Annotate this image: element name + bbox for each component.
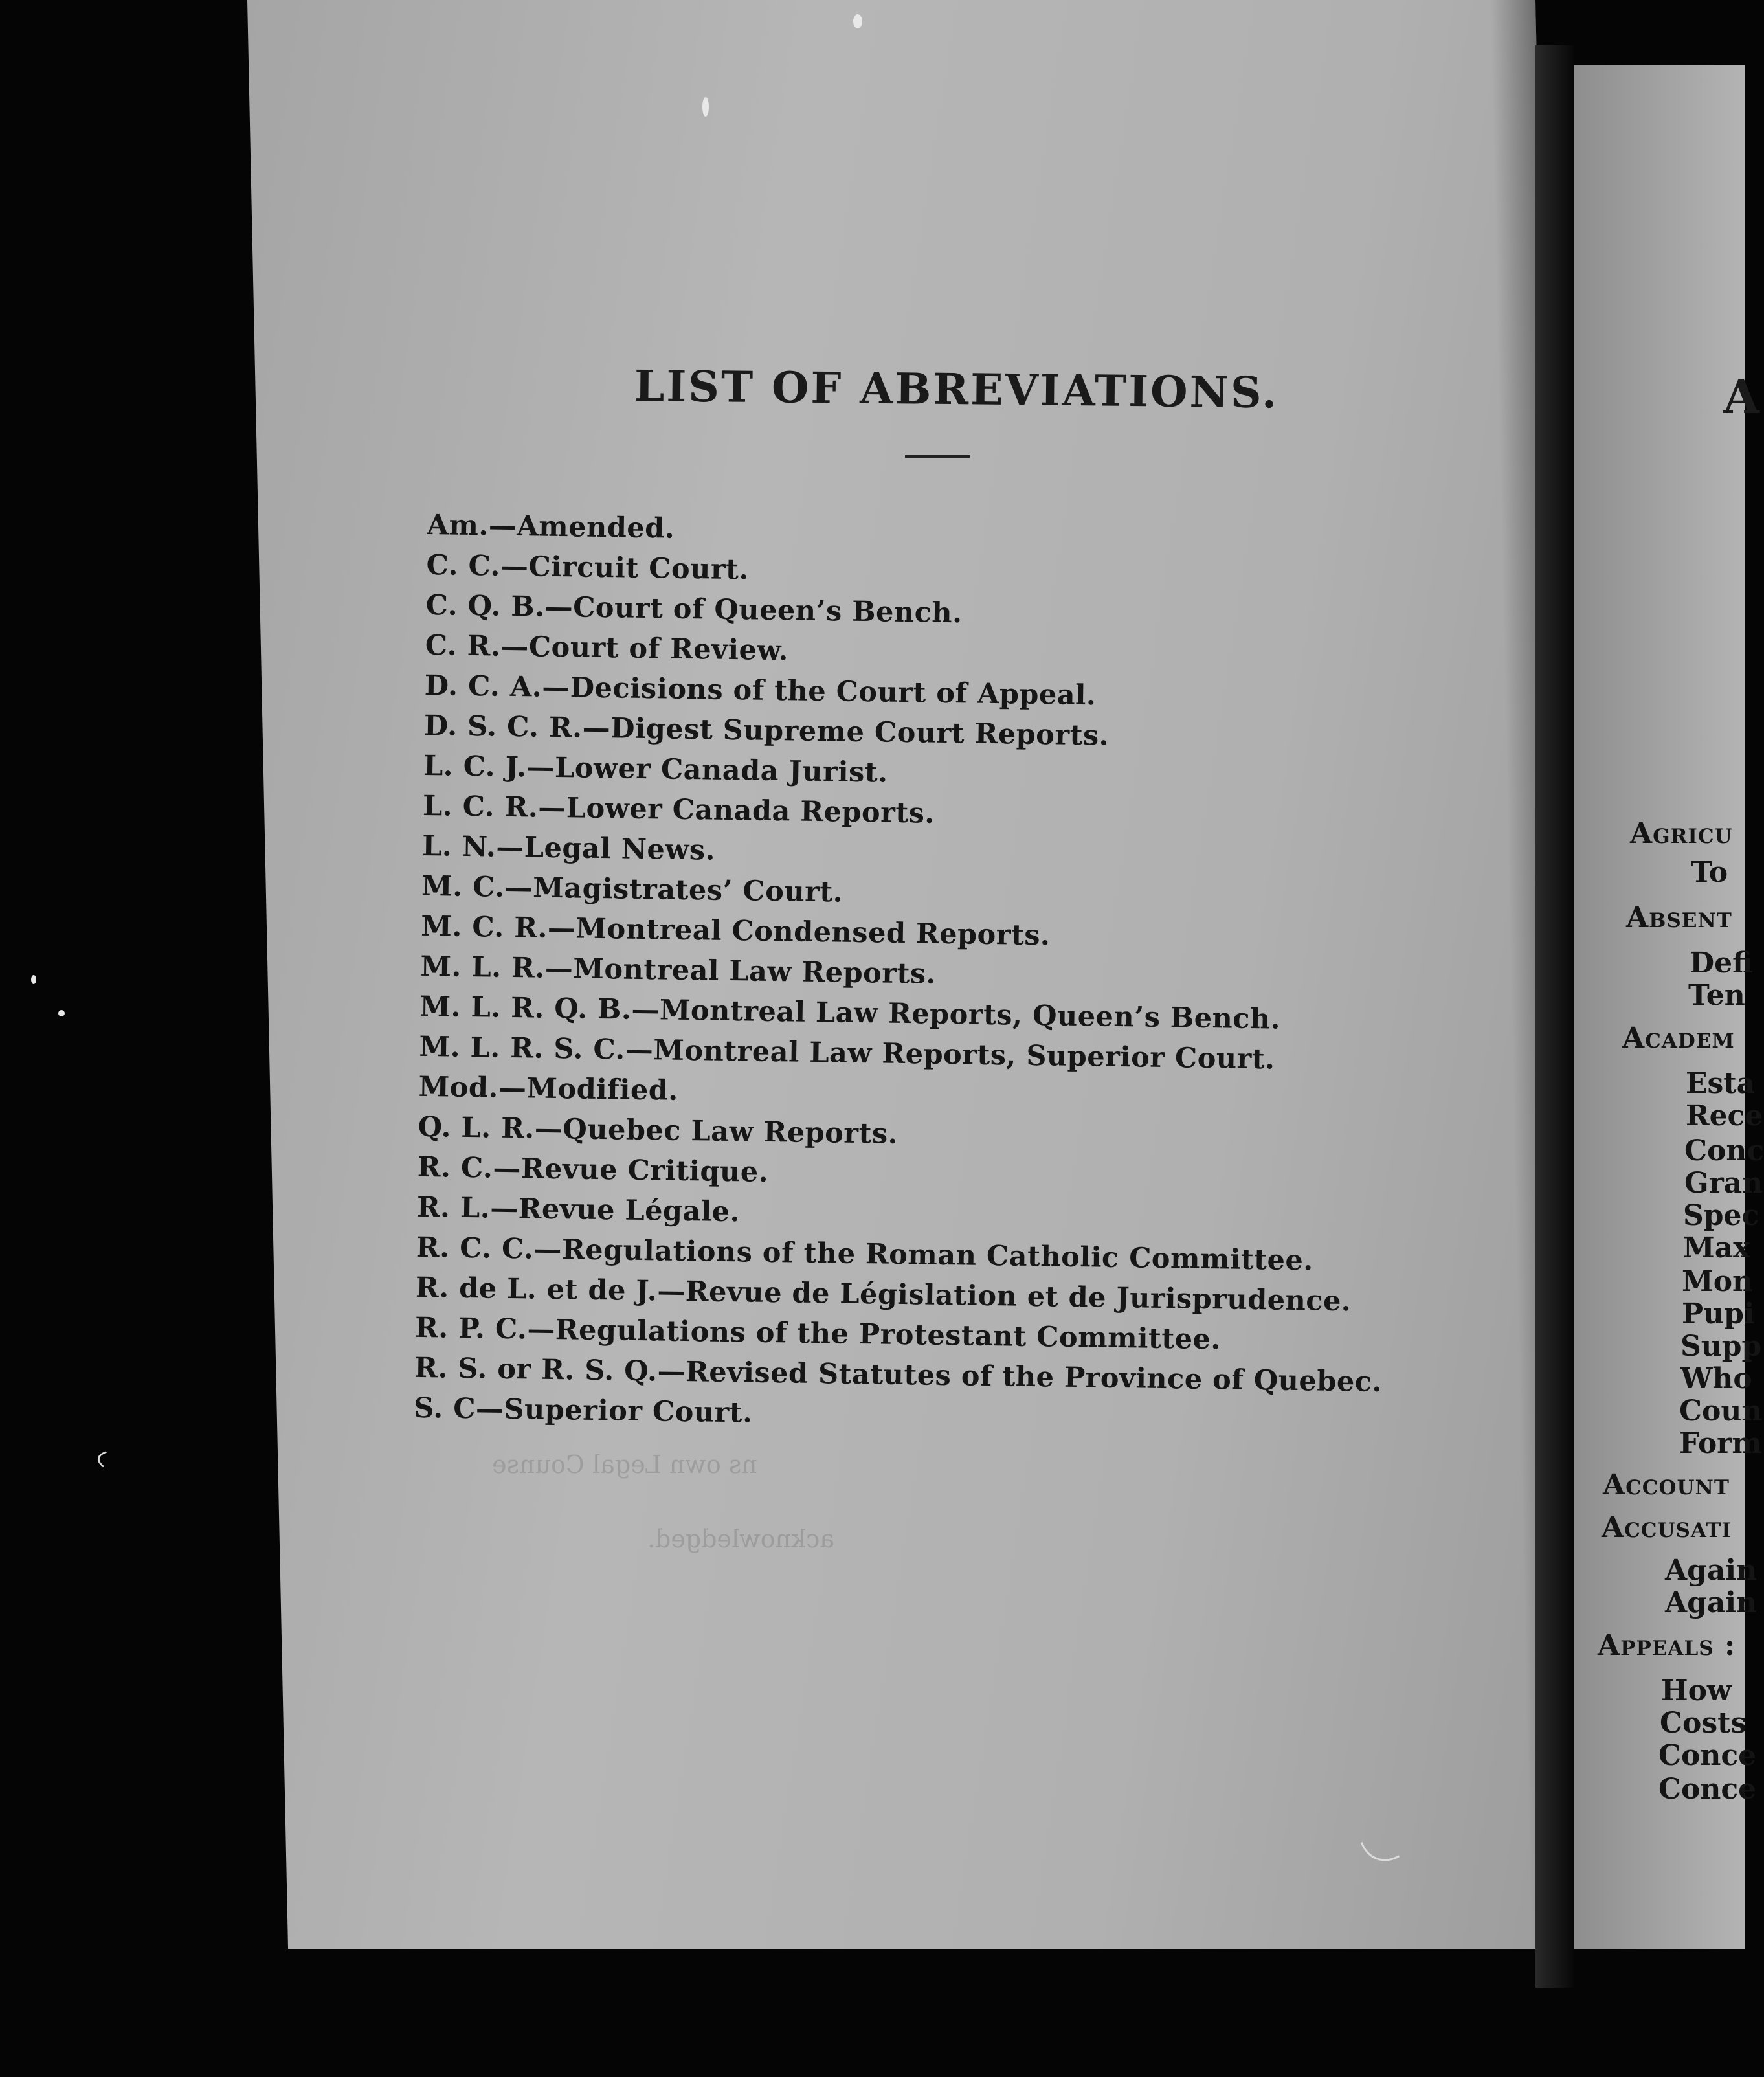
index-subentry: To: [1691, 856, 1728, 889]
index-subentry: Rece: [1686, 1099, 1763, 1132]
bleed-through-text: acknowledged.: [647, 1525, 835, 1553]
abbreviation-entry: M. C.—Magistrates’ Court.: [421, 870, 843, 909]
index-subentry: Max: [1683, 1231, 1750, 1264]
abbreviation-entry: M. L. R.—Montreal Law Reports.: [420, 950, 937, 991]
film-scratch: [95, 1443, 181, 1487]
abbreviation-entry: S. C—Superior Court.: [413, 1391, 754, 1430]
abbreviation-entry: C. Q. B.—Court of Queen’s Bench.: [425, 589, 963, 630]
index-heading: Academ: [1622, 1022, 1735, 1055]
index-subentry: Conce: [1658, 1739, 1757, 1772]
right-page-content: [1574, 0, 1764, 2077]
abbreviation-entry: R. L.—Revue Légale.: [416, 1191, 741, 1229]
index-subentry: Coun: [1679, 1395, 1763, 1428]
abbreviation-entry: R. C.—Revue Critique.: [417, 1151, 769, 1189]
abbreviation-entry: Q. L. R.—Quebec Law Reports.: [418, 1110, 899, 1151]
abbreviation-entry: M. L. R. Q. B.—Montreal Law Reports, Queen’s Bench.: [419, 990, 1281, 1036]
abbreviation-entry: L. C. J.—Lower Canada Jurist.: [423, 749, 889, 789]
abbreviation-entry: C. R.—Court of Review.: [425, 629, 789, 668]
index-subentry: Supp: [1680, 1330, 1762, 1363]
abbreviation-entry: R. de L. et de J.—Revue de Législation et de Jurisprudence.: [415, 1271, 1352, 1318]
index-subentry: Costs: [1660, 1707, 1747, 1740]
dust-speck: [31, 975, 36, 984]
index-subentry: Pupi: [1682, 1297, 1755, 1330]
index-subentry: Mon: [1682, 1265, 1754, 1298]
dust-speck: [702, 97, 709, 117]
index-heading: Accusati: [1602, 1511, 1732, 1544]
page-title: LIST OF ABREVIATIONS.: [634, 361, 1279, 418]
index-heading: Agricu: [1630, 817, 1733, 850]
abbreviation-entry: C. C.—Circuit Court.: [426, 548, 750, 587]
index-subentry: Conc: [1684, 1134, 1764, 1167]
index-heading: Absent: [1626, 901, 1732, 934]
abbreviation-entry: D. S. C. R.—Digest Supreme Court Reports.: [423, 709, 1110, 752]
abbreviation-entry: L. N.—Legal News.: [421, 829, 716, 867]
index-subentry: Gran: [1684, 1167, 1763, 1200]
index-column: [1574, 0, 1764, 2077]
index-subentry: Conce: [1658, 1773, 1757, 1806]
abbreviation-entry: R. P. C.—Regulations of the Protestant Committee.: [414, 1311, 1222, 1356]
index-heading: Account: [1603, 1468, 1730, 1501]
title-rule: [905, 455, 970, 458]
index-subentry: Ten: [1688, 979, 1745, 1012]
index-subentry: Who: [1680, 1362, 1752, 1395]
index-subentry: Esta: [1686, 1067, 1756, 1100]
index-subentry: Form: [1679, 1427, 1762, 1460]
index-subentry: How: [1661, 1674, 1732, 1707]
abbreviation-list: [414, 505, 1424, 1443]
right-page-header-letter: A: [1723, 369, 1759, 424]
index-subentry: Defi: [1690, 947, 1754, 980]
book-gutter: [1535, 45, 1574, 1988]
abbreviation-entry: R. S. or R. S. Q.—Revised Statutes of the Province of Quebec.: [414, 1351, 1383, 1399]
dust-speck: [58, 1010, 65, 1016]
abbreviation-entry: Am.—Amended.: [427, 508, 675, 545]
abbreviation-entry: R. C. C.—Regulations of the Roman Catholic Committee.: [416, 1231, 1314, 1277]
index-subentry: Again: [1665, 1554, 1758, 1587]
index-subentry: Spec: [1683, 1199, 1759, 1232]
bleed-through-text: ns own Legal Counse: [492, 1450, 757, 1479]
abbreviation-entry: D. C. A.—Decisions of the Court of Appeal.: [424, 669, 1097, 712]
abbreviation-entry: M. C. R.—Montreal Condensed Reports.: [420, 910, 1051, 952]
dust-speck: [853, 14, 862, 28]
abbreviation-entry: M. L. R. S. C.—Montreal Law Reports, Superior Court.: [419, 1030, 1275, 1076]
index-subentry: Again: [1665, 1586, 1758, 1619]
abbreviation-entry: Mod.—Modified.: [418, 1070, 679, 1107]
abbreviation-entry: L. C. R.—Lower Canada Reports.: [422, 789, 935, 830]
index-heading: Appeals :: [1598, 1629, 1736, 1662]
